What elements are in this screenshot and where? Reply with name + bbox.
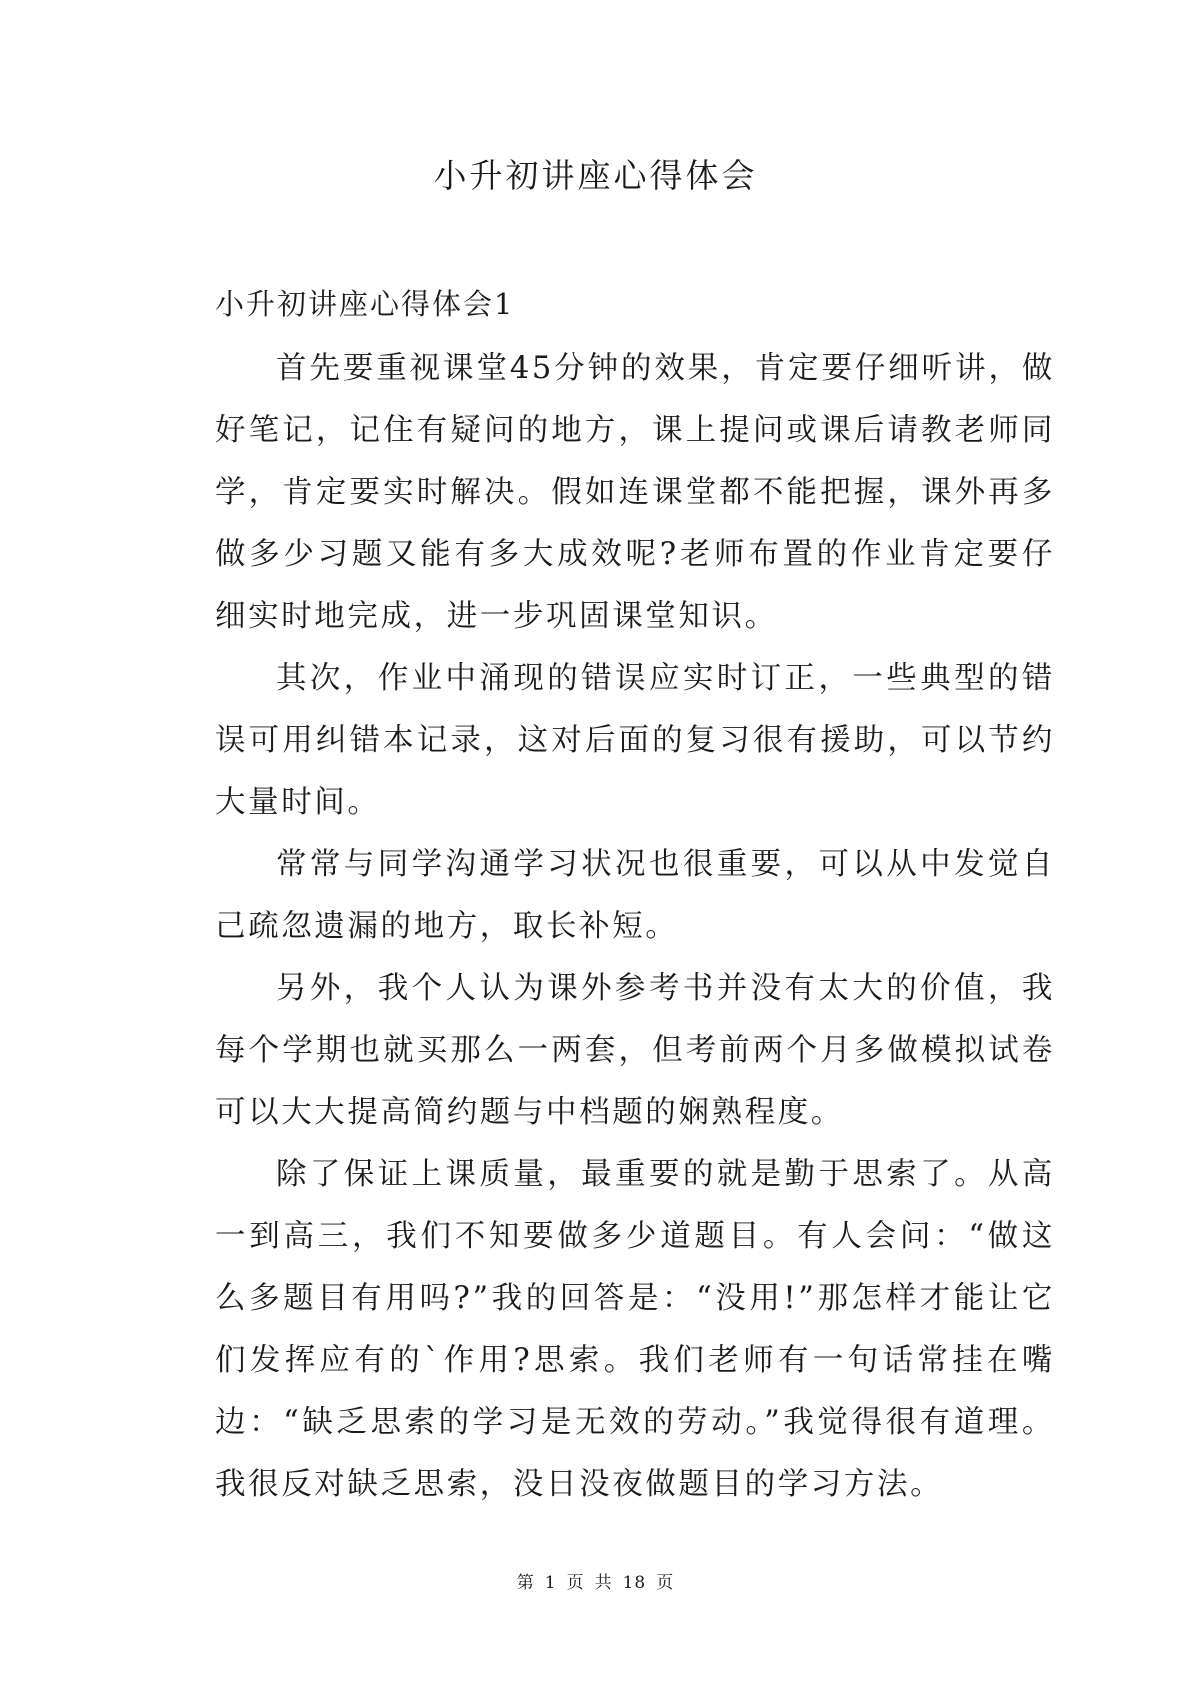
paragraph: 除了保证上课质量，最重要的就是勤于思索了。从高一到高三，我们不知要做多少道题目。有人会问：“做这么多题目有用吗?”我的回答是：“没用!”那怎样才能让它们发挥应有的`作用?思索。我们老师有一句话常挂在嘴边：“缺乏思索的学习是无效的劳动。”我觉得很有道理。我很反对缺乏思索，没日没夜做题目的学习方法。 [215, 1157, 1055, 1502]
page-footer [0, 1568, 1191, 1593]
footer-page-suffix: 页 [656, 1573, 675, 1593]
paragraph: 首先要重视课堂45分钟的效果，肯定要仔细听讲，做好笔记，记住有疑问的地方，课上提问或课后请教老师同学，肯定要实时解决。假如连课堂都不能把握，课外再多做多少习题又能有多大成效呢?老师布置的作业肯定要仔细实时地完成，进一步巩固课堂知识。 [215, 351, 1055, 634]
paragraph: 另外，我个人认为课外参考书并没有太大的价值，我每个学期也就买那么一两套，但考前两个月多做模拟试卷可以大大提高简约题与中档题的娴熟程度。 [215, 971, 1055, 1130]
paragraph: 其次，作业中涌现的错误应实时订正，一些典型的错误可用纠错本记录，这对后面的复习很有援助，可以节约大量时间。 [215, 661, 1055, 820]
footer-prefix: 第 [516, 1573, 535, 1593]
footer-total-prefix: 共 [594, 1573, 613, 1593]
footer-current-page: 1 [544, 1573, 557, 1593]
footer-page-label: 页 [566, 1573, 585, 1593]
footer-total-pages: 18 [622, 1573, 647, 1593]
paragraph: 常常与同学沟通学习状况也很重要，可以从中发觉自己疏忽遗漏的地方，取长补短。 [215, 847, 1055, 944]
document-body [215, 338, 1055, 1516]
document-title: 小升初讲座心得体会 [433, 156, 758, 195]
section-heading: 小升初讲座心得体会1 [215, 287, 515, 321]
